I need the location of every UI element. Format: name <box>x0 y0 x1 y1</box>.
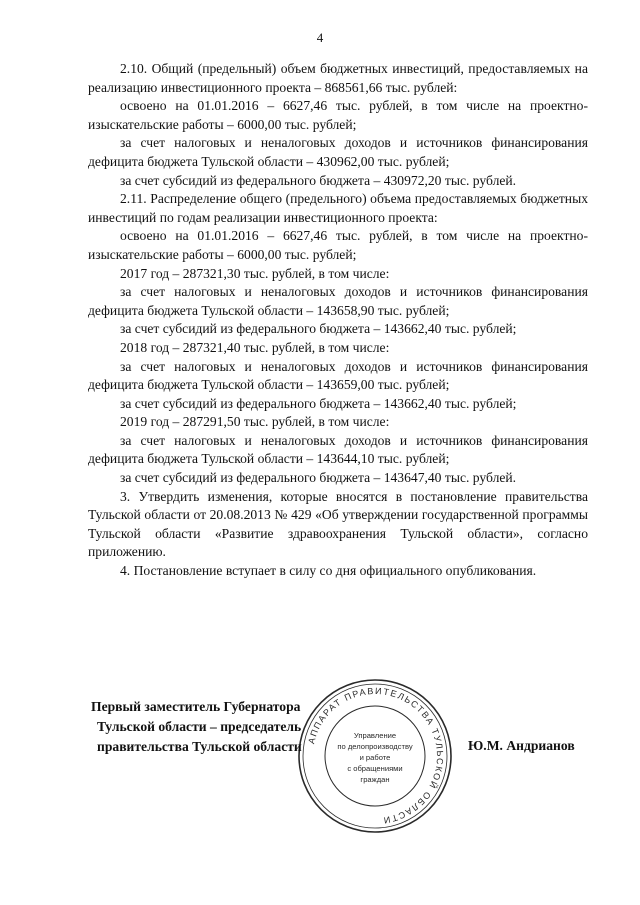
seal-line: по делопроизводству <box>337 742 413 751</box>
seal-line: Управление <box>353 731 397 740</box>
page-number: 4 <box>316 30 324 45</box>
paragraph: 2019 год – 287291,50 тыс. рублей, в том числе: <box>120 414 390 430</box>
seal-line: граждан <box>360 775 390 784</box>
paragraph: освоено на 01.01.2016 – 6627,46 тыс. рублей, в том числе на проектно-изыскательские работы – 6000,00 тыс. рублей; <box>88 98 588 132</box>
seal-line: и работе <box>359 753 391 762</box>
official-seal <box>295 676 455 836</box>
paragraph: 2018 год – 287321,40 тыс. рублей, в том числе: <box>120 339 390 355</box>
seal-ring-text: АППАРАТ ПРАВИТЕЛЬСТВА ТУЛЬСКОЙ ОБЛАСТИ <box>306 685 446 826</box>
paragraph: 2017 год – 287321,30 тыс. рублей, в том числе: <box>120 265 390 281</box>
signature-block <box>91 697 302 757</box>
paragraph: за счет налоговых и неналоговых доходов и источников финансирования дефицита бюджета Тульской области – 143659,00 тыс. рублей; <box>88 358 588 393</box>
paragraph: 3. Утвердить изменения, которые вносятся в постановление правительства Тульской области от 20.08.2013 № 429 «Об утверждении государственной программы Тульской области «Развитие здравоохранения Тульской области», согласно приложению. <box>88 488 588 560</box>
paragraph: за счет субсидий из федерального бюджета – 143647,40 тыс. рублей. <box>120 470 517 486</box>
paragraph: 2.10. Общий (предельный) объем бюджетных инвестиций, предоставляемых на реализацию инвестиционного проекта – 868561,66 тыс. рублей: <box>88 61 588 95</box>
signatory-title-line-2: Тульской области – председатель <box>97 719 302 734</box>
paragraph: за счет налоговых и неналоговых доходов и источников финансирования дефицита бюджета Тульской области – 143658,90 тыс. рублей; <box>88 284 588 318</box>
paragraph: 4. Постановление вступает в силу со дня официального опубликования. <box>120 563 537 579</box>
seal-line: с обращениями <box>347 764 403 773</box>
paragraph: за счет субсидий из федерального бюджета – 143662,40 тыс. рублей; <box>120 395 517 411</box>
signatory-name: Ю.М. Андрианов <box>468 738 575 753</box>
paragraph: 2.11. Распределение общего (предельного) объема предоставляемых бюджетных инвестиций по годам реализации инвестиционного проекта: <box>88 191 588 225</box>
document-body <box>88 60 588 581</box>
signatory-title-line-3: правительства Тульской области <box>97 739 302 754</box>
paragraph: за счет субсидий из федерального бюджета – 430972,20 тыс. рублей. <box>120 172 517 188</box>
paragraph: за счет налоговых и неналоговых доходов и источников финансирования дефицита бюджета Тульской области – 143644,10 тыс. рублей; <box>88 432 588 467</box>
signatory-title-line-1: Первый заместитель Губернатора <box>91 699 301 714</box>
paragraph: освоено на 01.01.2016 – 6627,46 тыс. рублей, в том числе на проектно-изыскательские работы – 6000,00 тыс. рублей; <box>88 228 588 262</box>
paragraph: за счет налоговых и неналоговых доходов и источников финансирования дефицита бюджета Тульской области – 430962,00 тыс. рублей; <box>88 135 588 169</box>
paragraph: за счет субсидий из федерального бюджета – 143662,40 тыс. рублей; <box>120 321 517 337</box>
